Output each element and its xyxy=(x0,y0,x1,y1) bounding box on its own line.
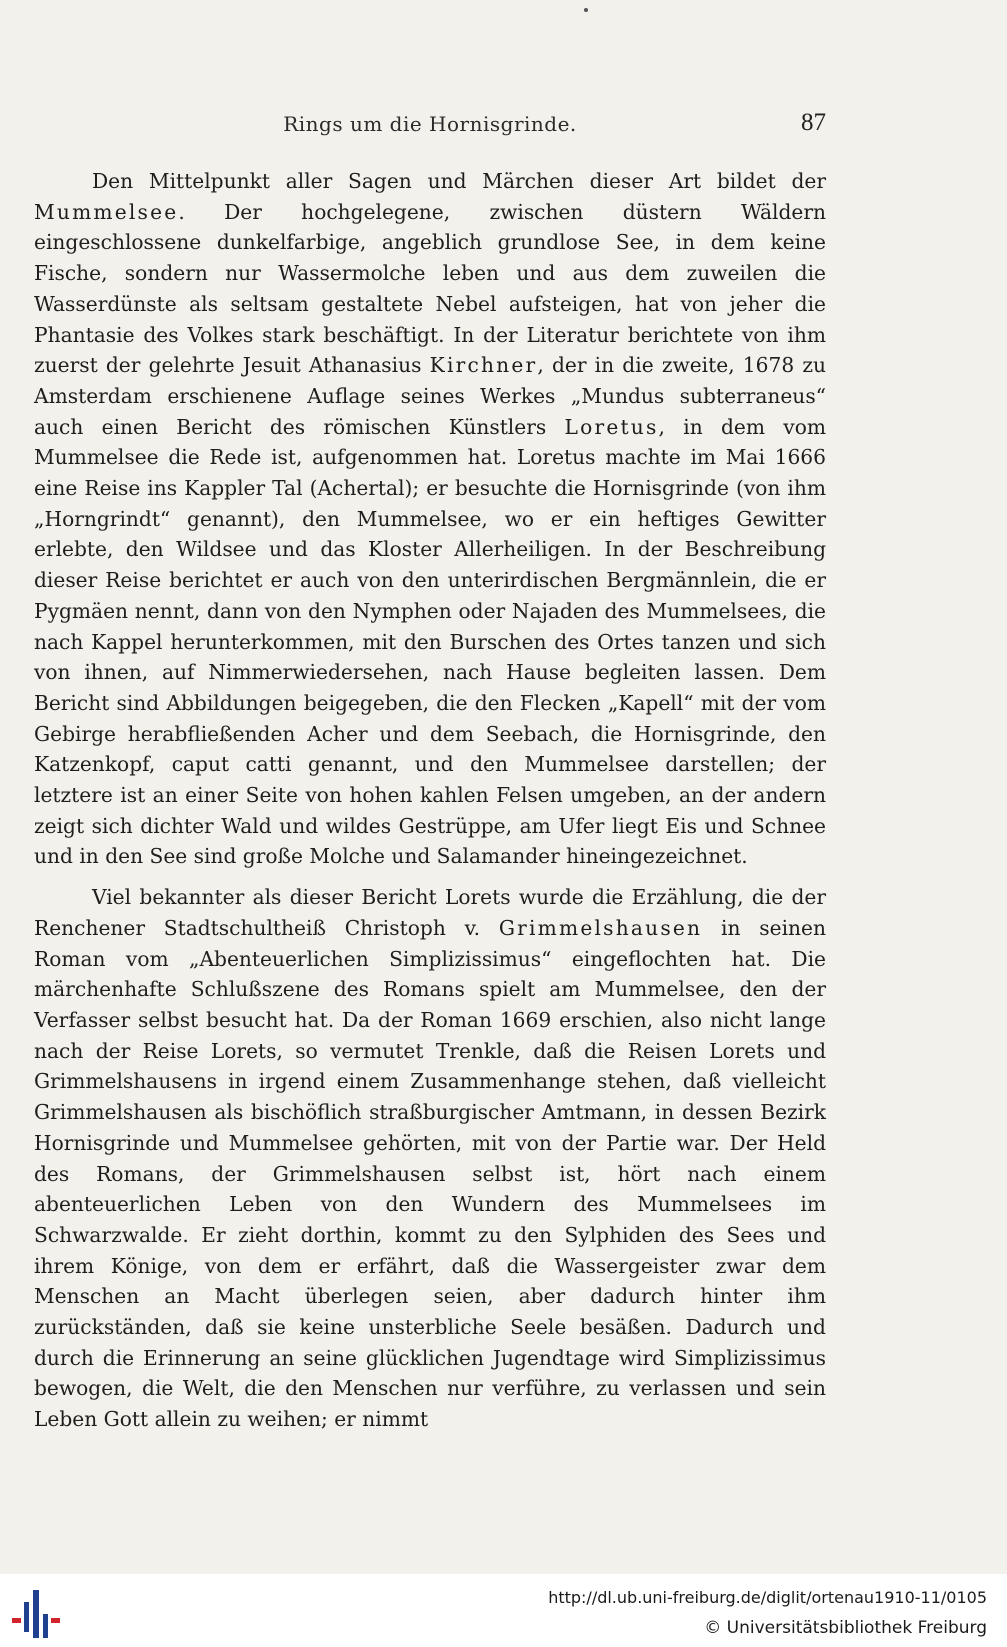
body-text xyxy=(34,166,826,1435)
p1-text-e: , der in die zweite, 1678 zu Amsterdam erschienene Auflage seines Werkes „Mundus subterraneus“ auch einen Bericht des römischen Künstlers xyxy=(34,353,826,439)
name-grimmelshausen: Grimmelshausen xyxy=(498,915,703,940)
scan-speck xyxy=(584,8,588,12)
p2-text-c: in seinen Roman vom „Abenteuerlichen Simplizissimus“ eingeflochten hat. Die märchenhafte Schlußszene des Romans spielt am Mummelsee, den der Verfasser selbst besucht hat. Da der Roman 1669 erschien, also nicht lange nach der Reise Lorets, so vermutet Trenkle, daß die Reisen Lorets und Grimmelshausens in irgend einem Zusammenhange stehen, daß vielleicht Grimmelshausen als bischöflich straßburgischer Amtmann, in dessen Bezirk Hornisgrinde und Mummelsee gehörten, mit von der Partie war. Der Held des Romans, der Grimmelshausen selbst ist, hört nach einem abenteuerlichen Leben von den Wundern des Mummelsees im Schwarzwalde. Er zieht dorthin, kommt zu den Sylphiden des Sees und ihrem Könige, von dem er erfährt, daß die Wassergeister zwar dem Menschen an Macht überlegen seien, aber dadurch hinter ihm zurückständen, daß sie keine unsterbliche Seele besäßen. Dadurch und durch die Erinnerung an seine glücklichen Jugendtage wird Simplizissimus bewogen, die Welt, die den Menschen nur verführe, zu verlassen und sein Leben Gott allein zu weihen; er nimmt xyxy=(34,915,826,1432)
page-header xyxy=(34,109,826,146)
copyright-notice: © Universitätsbibliothek Freiburg xyxy=(704,1618,987,1638)
name-mummelsee: Mummelsee xyxy=(34,199,179,224)
p2-text-a: Viel bekannter als dieser Bericht Lorets wurde die Erzählung, die der Renchener Stadtschultheiß Christoph v. xyxy=(34,885,826,940)
p1-text-a: Den Mittelpunkt aller Sagen und Märchen dieser Art bildet der xyxy=(92,169,826,193)
paragraph-1 xyxy=(34,166,826,872)
paragraph-2 xyxy=(34,882,826,1435)
name-kirchner: Kirchner xyxy=(429,353,538,378)
page-number: 87 xyxy=(801,109,826,136)
p1-text-c: . Der hochgelegene, zwischen düstern Wäldern eingeschlossene dunkelfarbige, angeblich grundlose See, in dem keine Fische, sondern nur Wassermolche leben und aus dem zuweilen die Wasserdünste als seltsam gestaltete Nebel aufsteigen, hat von jeher die Phantasie des Volkes stark beschäftigt. In der Literatur berichtete von ihm zuerst der gelehrte Jesuit Athanasius xyxy=(34,199,826,378)
viewer-footer xyxy=(0,1574,1007,1647)
running-title: Rings um die Hornisgrinde. xyxy=(283,112,577,136)
p1-text-g: , in dem vom Mummelsee die Rede ist, aufgenommen hat. Loretus machte im Mai 1666 eine Reise ins Kappler Tal (Achertal); er besuchte die Hornisgrinde (von ihm „Horngrindt“ genannt), den Mummelsee, wo er ein heftiges Gewitter erlebte, den Wildsee und das Kloster Allerheiligen. In der Beschreibung dieser Reise berichtet er auch von den unterirdischen Bergmännlein, die er Pygmäen nennt, dann von den Nymphen oder Najaden des Mummelsees, die nach Kappel herunterkommen, mit den Burschen des Ortes tanzen und sich von ihnen, auf Nimmerwiedersehen, nach Hause begleiten lassen. Dem Bericht sind Abbildungen beigegeben, die den Flecken „Kapell“ mit der vom Gebirge herabfließenden Acher und dem Seebach, die Hornisgrinde, den Katzenkopf, caput catti genannt, und den Mummelsee darstellen; der letztere ist an einer Seite von hohen kahlen Felsen umgeben, an der andern zeigt sich dichter Wald und wildes Gestrüppe, am Ufer liegt Eis und Schnee und in den See sind große Molche und Salamander hineingezeichnet. xyxy=(34,414,826,869)
name-loretus: Loretus xyxy=(564,414,659,439)
permalink-url[interactable]: http://dl.ub.uni-freiburg.de/diglit/ortenau1910-11/0105 xyxy=(548,1588,987,1607)
ub-freiburg-logo-icon xyxy=(12,1590,64,1638)
